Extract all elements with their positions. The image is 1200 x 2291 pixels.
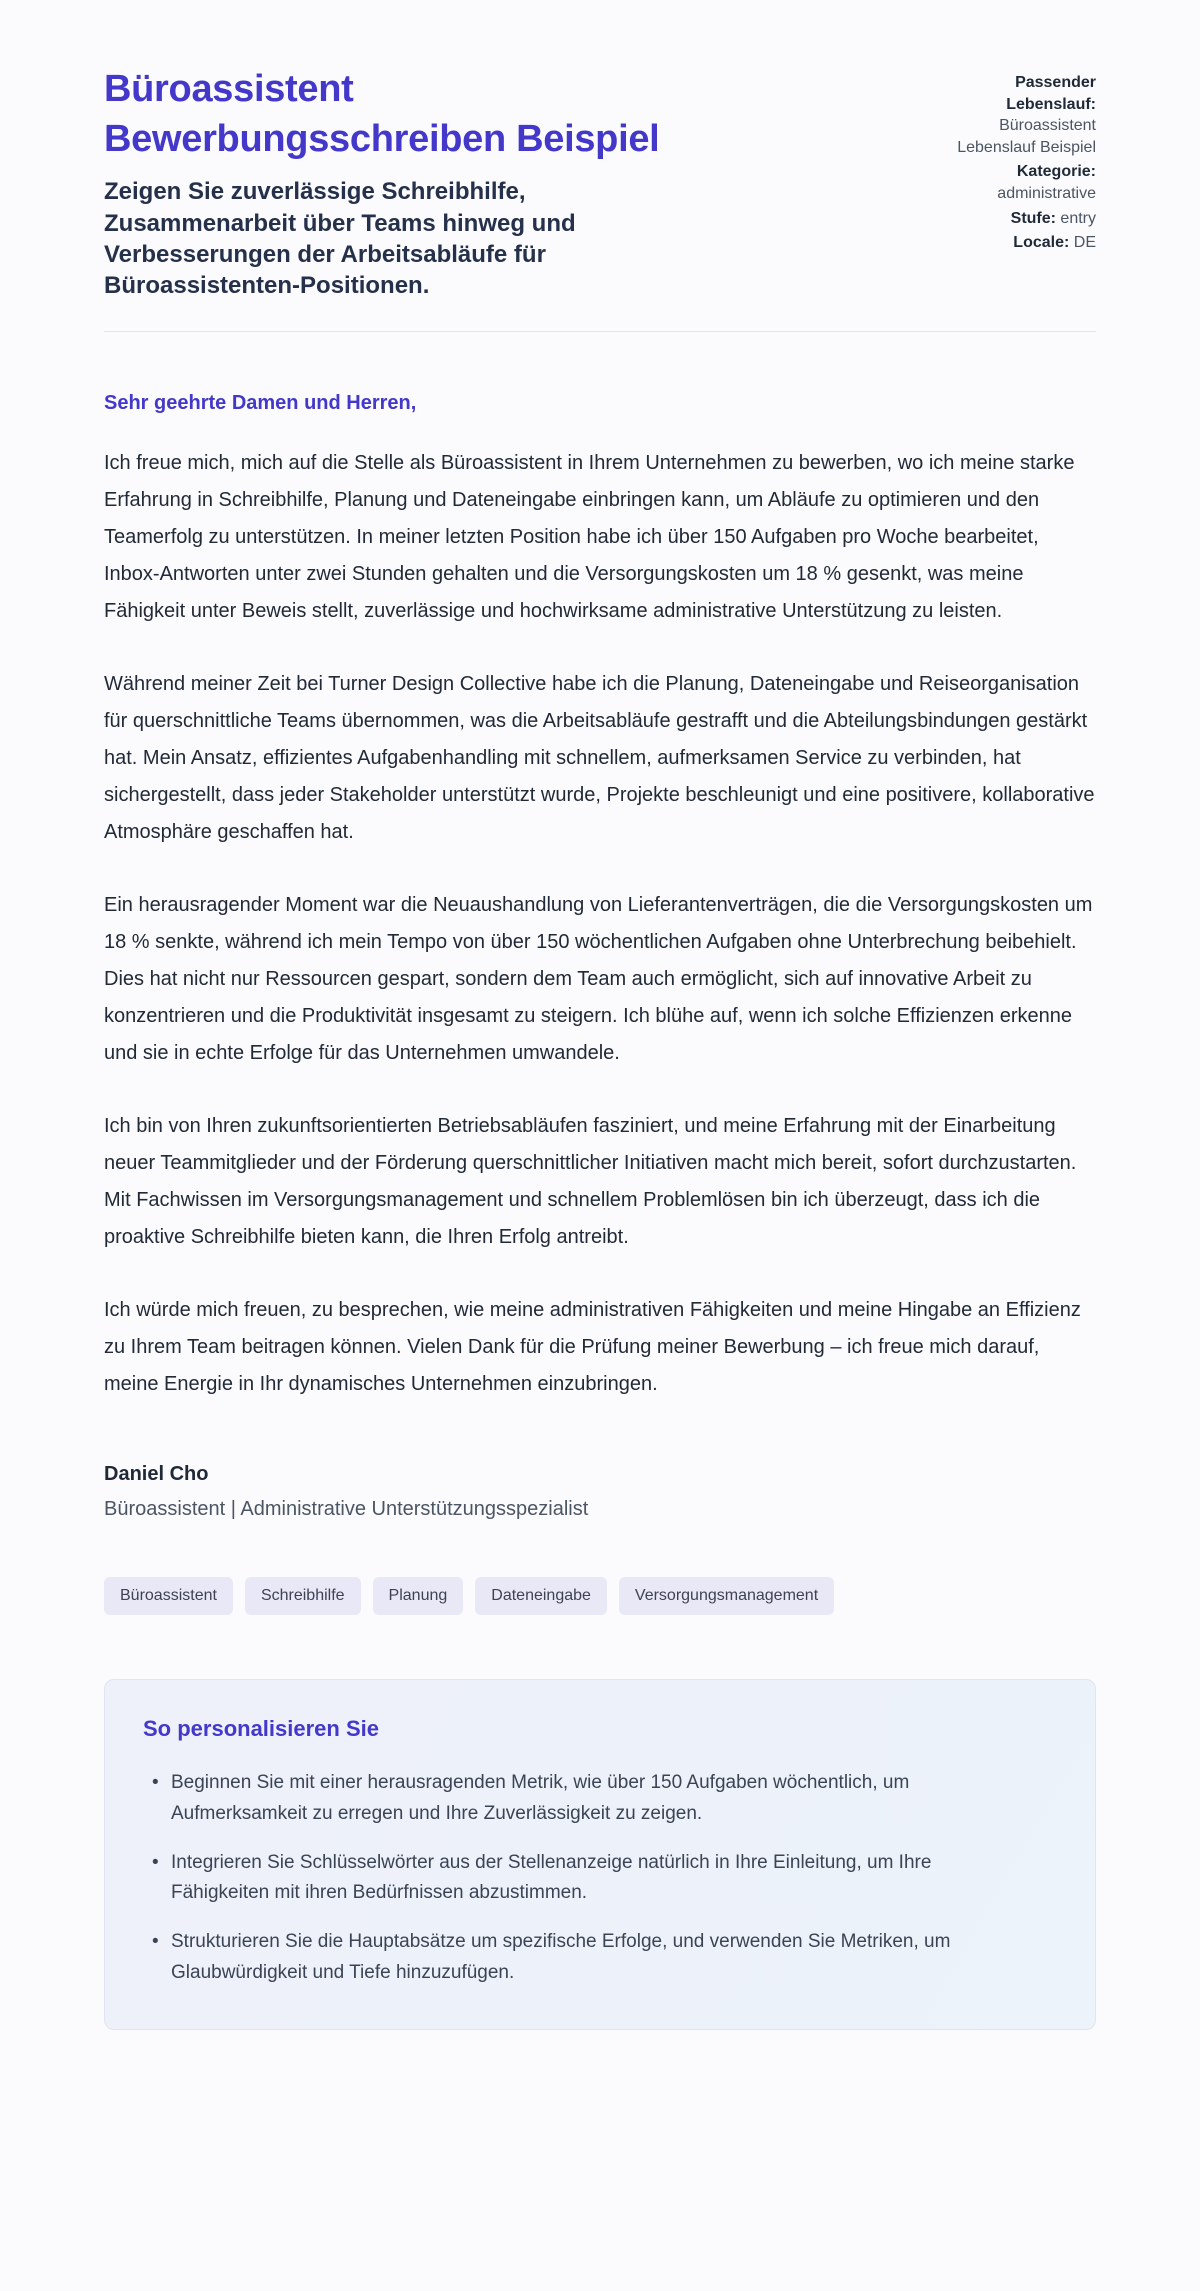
meta-label: Kategorie:	[1016, 163, 1096, 181]
meta-label: Stufe:	[1010, 209, 1056, 227]
personalization-tips-box	[104, 1679, 1096, 2030]
tip-item: • Beginnen Sie mit einer herausragenden Metrik, wie über 150 Aufgaben wöchentlich, um Aufmerksamkeit zu erregen und Ihre Zuverlässigkeit zu zeigen.	[143, 1768, 1023, 1830]
tag-planung: Planung	[373, 1577, 464, 1615]
meta-level	[924, 208, 1096, 230]
letter-paragraph: Während meiner Zeit bei Turner Design Collective habe ich die Planung, Dateneingabe und Reiseorganisation für querschnittliche Teams übernommen, was die Arbeitsabläufe gestrafft und die Abteilungsbindungen gestärkt hat. Mein Ansatz, effizientes Aufgabenhandling mit schnellem, aufmerksamen Service zu verbinden, hat sichergestellt, dass jeder Stakeholder unterstützt wurde, Projekte beschleunigt und eine positivere, kollaborative Atmosphäre geschaffen hat.	[104, 673, 1095, 844]
letter-paragraph: Ich freue mich, mich auf die Stelle als Büroassistent in Ihrem Unternehmen zu bewerben, wo ich meine starke Erfahrung in Schreibhilfe, Planung und Dateneingabe einbringen kann, um Abläufe zu optimieren und den Teamerfolg zu unterstützen. In meiner letzten Position habe ich über 150 Aufgaben pro Woche bearbeitet, Inbox-Antworten unter zwei Stunden gehalten und die Versorgungskosten um 18 % gesenkt, was meine Fähigkeit unter Beweis stellt, zuverlässige und hochwirksame administrative Unterstützung zu leisten.	[104, 452, 1075, 623]
meta-category	[924, 161, 1096, 204]
meta-panel	[924, 64, 1096, 257]
tag-bueroassistent: Büroassistent	[104, 1577, 233, 1615]
tag-dateneingabe: Dateneingabe	[475, 1577, 607, 1615]
tip-item: • Strukturieren Sie die Hauptabsätze um spezifische Erfolge, und verwenden Sie Metriken, um Glaubwürdigkeit und Tiefe hinzuzufügen.	[143, 1927, 1023, 1989]
letter-paragraph: Ich würde mich freuen, zu besprechen, wie meine administrativen Fähigkeiten und meine Hingabe an Effizienz zu Ihrem Team beitragen können. Vielen Dank für die Prüfung meiner Bewerbung – ich freue mich darauf, meine Energie in Ihr dynamisches Unternehmen einzubringen.	[104, 1299, 1081, 1396]
tip-item: • Integrieren Sie Schlüsselwörter aus der Stellenanzeige natürlich in Ihre Einleitung, um Ihre Fähigkeiten mit ihren Bedürfnissen abzustimmen.	[143, 1848, 1023, 1910]
meta-value: DE	[1073, 234, 1096, 252]
header-left	[104, 64, 724, 301]
meta-locale	[924, 232, 1096, 254]
page-title: Büroassistent Bewerbungsschreiben Beispiel	[104, 68, 660, 161]
tag-versorgungsmanagement: Versorgungsmanagement	[619, 1577, 834, 1615]
meta-matching-resume	[924, 72, 1096, 158]
tag-schreibhilfe: Schreibhilfe	[245, 1577, 361, 1615]
signature-name: Daniel Cho	[104, 1463, 209, 1486]
tips-title: So personalisieren Sie	[143, 1716, 379, 1742]
cover-letter	[104, 392, 1096, 1521]
letter-paragraph: Ein herausragender Moment war die Neuaushandlung von Lieferantenverträgen, die die Versorgungskosten um 18 % senkte, während ich mein Tempo von über 150 wöchentlichen Aufgaben ohne Unterbrechung beibehielt. Dies hat nicht nur Ressourcen gespart, sondern dem Team auch ermöglicht, sich auf innovative Arbeit zu konzentrieren und die Produktivität insgesamt zu steigern. Ich blühe auf, wenn ich solche Effizienzen erkenne und sie in echte Erfolge für das Unternehmen umwandele.	[104, 894, 1093, 1065]
meta-value: administrative	[997, 184, 1096, 202]
letter-greeting: Sehr geehrte Damen und Herren,	[104, 392, 417, 415]
letter-paragraph: Ich bin von Ihren zukunftsorientierten Betriebsabläufen fasziniert, und meine Erfahrung mit der Einarbeitung neuer Teammitglieder und der Förderung querschnittlicher Initiativen macht mich bereit, sofort durchzustarten. Mit Fachwissen im Versorgungsmanagement und schnellem Problemlösen bin ich überzeugt, dass ich die proaktive Schreibhilfe bieten kann, die Ihren Erfolg antreibt.	[104, 1115, 1077, 1249]
header-divider	[104, 331, 1096, 332]
meta-label: Locale:	[1013, 234, 1070, 252]
signature-block	[104, 1463, 1096, 1521]
tips-list	[143, 1768, 1057, 1989]
header	[104, 64, 1096, 301]
meta-value: entry	[1060, 209, 1096, 227]
signature-title: Büroassistent | Administrative Unterstützungsspezialist	[104, 1498, 589, 1521]
tag-list	[104, 1577, 1096, 1615]
meta-value: Büroassistent Lebenslauf Beispiel	[957, 117, 1096, 156]
meta-label: Passender Lebenslauf:	[1006, 74, 1096, 113]
page-subtitle: Zeigen Sie zuverlässige Schreibhilfe, Zusammenarbeit über Teams hinweg und Verbesserungen der Arbeitsabläufe für Büroassistenten-Positionen.	[104, 178, 576, 299]
page	[104, 0, 1096, 2094]
